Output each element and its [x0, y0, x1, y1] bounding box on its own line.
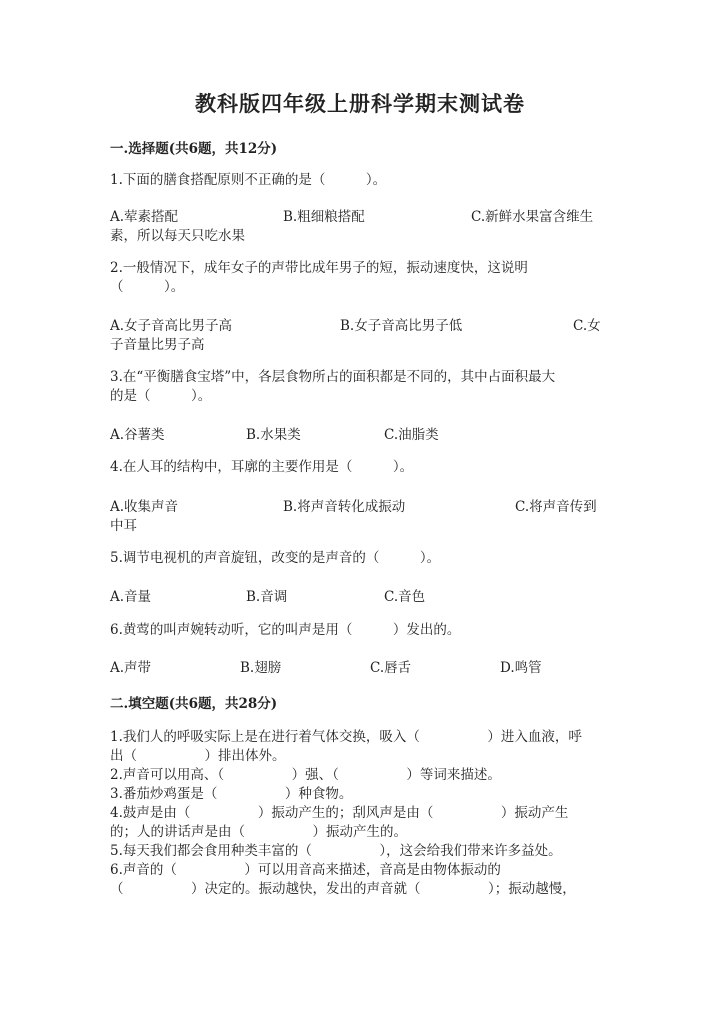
exam-title: 教科版四年级上册科学期末测试卷: [195, 91, 525, 116]
question-2-stem: 2.一般情况下，成年女子的声带比成年男子的短，振动速度快，这说明: [110, 260, 528, 276]
question-2-option-c-cont: 子音量比男子高: [110, 337, 205, 353]
question-3-option-c: C.油脂类: [384, 427, 439, 443]
question-2-option-c: C.女: [573, 318, 601, 334]
fill-line: 1.我们人的呼吸实际上是在进行着气体交换，吸入（ ）进入血液，呼: [110, 729, 582, 745]
question-3-stem-cont: 的是（ ）。: [110, 388, 212, 404]
question-5-stem: 5.调节电视机的声音旋钮，改变的是声音的（ ）。: [110, 550, 441, 566]
question-3-option-b: B.水果类: [246, 427, 301, 443]
fill-line: 4.鼓声是由（ ）振动产生的；刮风声是由（ ）振动产生: [110, 805, 569, 821]
fill-line: （ ）决定的。振动越快，发出的声音就（ ）；振动越慢，: [110, 881, 576, 897]
fill-line: 5.每天我们都会食用种类丰富的（ ），这会给我们带来许多益处。: [110, 843, 562, 859]
question-4-option-a: A.收集声音: [110, 499, 179, 515]
question-6-option-b: B.翅膀: [240, 660, 282, 676]
section-choice-heading: 一.选择题(共6题，共12分): [110, 141, 278, 157]
question-4-option-b: B.将声音转化成振动: [283, 499, 406, 515]
fill-line: 6.声音的（ ）可以用音高来描述，音高是由物体振动的: [110, 862, 501, 878]
question-4-stem: 4.在人耳的结构中，耳廓的主要作用是（ ）。: [110, 459, 414, 475]
question-5-option-c: C.音色: [384, 589, 426, 605]
question-4-option-c-cont: 中耳: [110, 518, 137, 534]
fill-line: 的；人的讲话声是由（ ）振动产生的。: [110, 824, 407, 840]
question-1-stem: 1.下面的膳食搭配原则不正确的是（ ）。: [110, 172, 387, 188]
question-1-option-c: C.新鲜水果富含维生: [471, 209, 594, 225]
question-6-stem: 6.黄莺的叫声婉转动听，它的叫声是用（ ）发出的。: [110, 622, 461, 638]
question-3-option-a: A.谷薯类: [110, 427, 165, 443]
question-1-option-b: B.粗细粮搭配: [283, 209, 365, 225]
question-1-option-a: A.荤素搭配: [110, 209, 179, 225]
fill-line: 2.声音可以用高、（ ）强、（ ）等词来描述。: [110, 767, 501, 783]
question-6-option-c: C.唇舌: [370, 660, 412, 676]
question-2-stem-cont: （ ）。: [110, 279, 185, 295]
question-2-option-b: B.女子音高比男子低: [340, 318, 463, 334]
question-2-option-a: A.女子音高比男子高: [110, 318, 233, 334]
question-3-stem: 3.在“平衡膳食宝塔”中，各层食物所占的面积都是不同的，其中占面积最大: [110, 369, 556, 385]
question-5-option-b: B.音调: [246, 589, 288, 605]
fill-line: 出（ ）排出体外。: [110, 748, 286, 764]
section-fill-heading: 二.填空题(共6题，共28分): [110, 696, 278, 712]
question-6-option-d: D.鸣管: [500, 660, 542, 676]
question-6-option-a: A.声带: [110, 660, 152, 676]
question-4-option-c: C.将声音传到: [515, 499, 597, 515]
question-5-option-a: A.音量: [110, 589, 152, 605]
question-1-option-c-cont: 素，所以每天只吃水果: [110, 228, 245, 244]
fill-line: 3.番茄炒鸡蛋是（ ）种食物。: [110, 786, 353, 802]
